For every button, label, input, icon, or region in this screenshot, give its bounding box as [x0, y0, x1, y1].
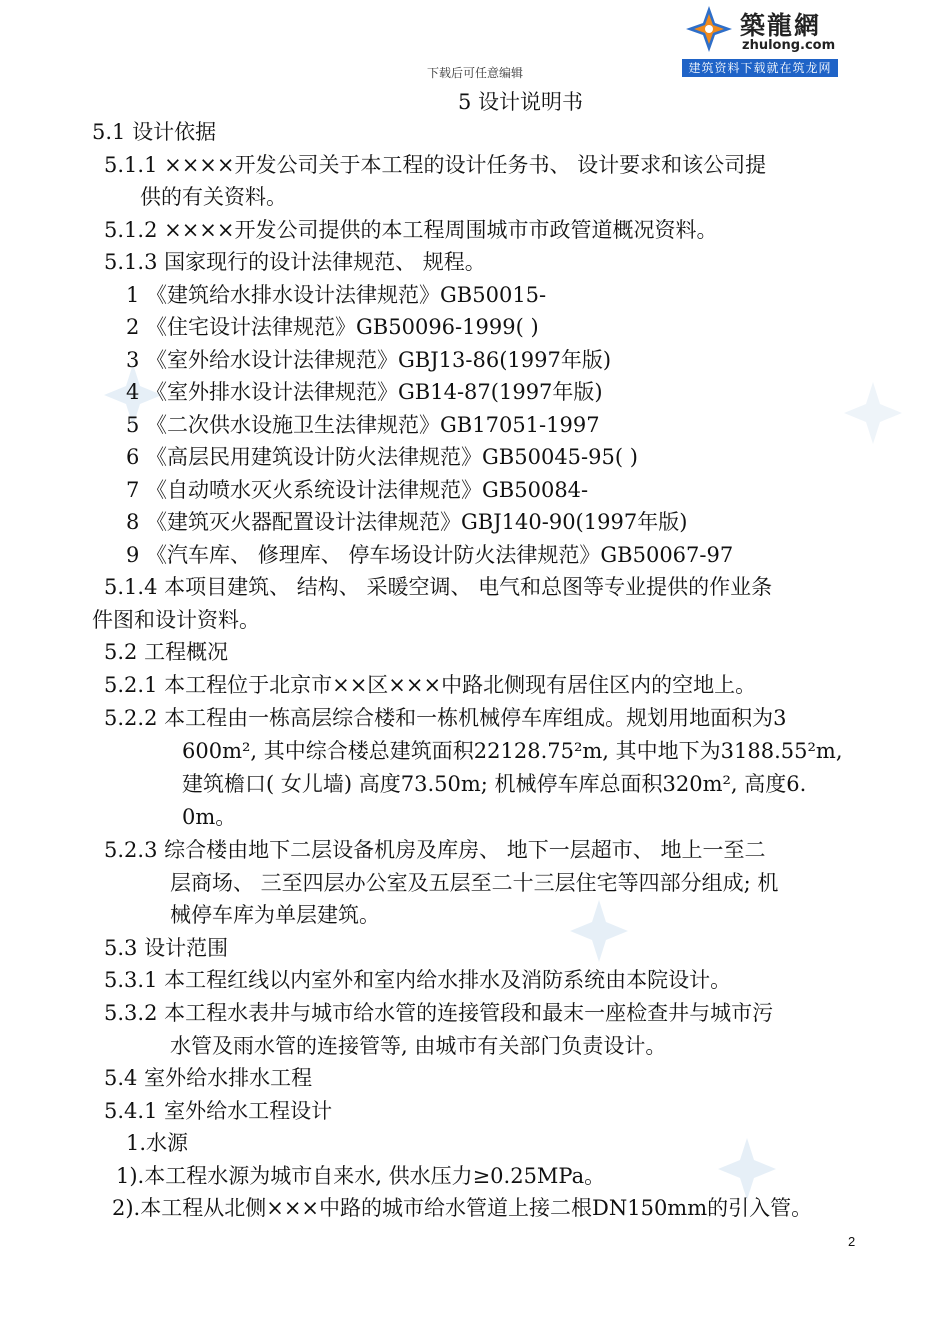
body-line: 建筑檐口( 女儿墙) 高度73.50m; 机械停车库总面积320m², 高度6.	[182, 772, 807, 796]
logo-domain: zhulong.com	[742, 38, 836, 53]
body-line: 水管及雨水管的连接管等, 由城市有关部门负责设计。	[170, 1034, 667, 1058]
list-item: 5 《二次供水设施卫生法律规范》GB17051-1997	[126, 413, 600, 437]
body-line: 5.1.2 ××××开发公司提供的本工程周围城市市政管道概况资料。	[104, 218, 718, 242]
section-heading: 5.3 设计范围	[104, 936, 229, 960]
list-item: 3 《室外给水设计法律规范》GBJ13-86(1997年版)	[126, 348, 612, 372]
body-line: 5.3.1 本工程红线以内室外和室内给水排水及消防系统由本院设计。	[104, 968, 732, 992]
body-line: 供的有关资料。	[140, 185, 287, 209]
section-heading: 5.2 工程概况	[104, 640, 229, 664]
page-title: 5 设计说明书	[458, 90, 584, 114]
section-heading: 5.4 室外给水排水工程	[104, 1066, 313, 1090]
body-line: 600m², 其中综合楼总建筑面积22128.75²m, 其中地下为3188.55²m,	[182, 739, 843, 763]
logo-banner: 建筑资料下载就在筑龙网	[682, 59, 838, 77]
list-item: 6 《高层民用建筑设计防火法律规范》GB50045-95( )	[126, 445, 638, 469]
body-line: 2).本工程从北侧×××中路的城市给水管道上接二根DN150mm的引入管。	[112, 1196, 813, 1220]
list-item: 9 《汽车库、 修理库、 停车场设计防火法律规范》GB50067-97	[126, 543, 734, 567]
section-heading: 5.1 设计依据	[92, 120, 217, 144]
logo-name: 築龍網	[740, 11, 822, 40]
header-note: 下载后可任意编辑	[426, 66, 523, 80]
body-line: 5.2.3 综合楼由地下二层设备机房及库房、 地下一层超市、 地上一至二	[104, 838, 766, 862]
body-line: 层商场、 三至四层办公室及五层至二十三层住宅等四部分组成; 机	[170, 871, 779, 895]
page-number: 2	[848, 1234, 856, 1249]
list-item: 4 《室外排水设计法律规范》GB14-87(1997年版)	[126, 380, 603, 404]
body-line: 5.1.4 本项目建筑、 结构、 采暖空调、 电气和总图等专业提供的作业条	[104, 575, 773, 599]
list-item: 7 《自动喷水灭火系统设计法律规范》GB50084-	[126, 478, 589, 502]
body-line: 5.4.1 室外给水工程设计	[104, 1099, 333, 1123]
body-line: 1).本工程水源为城市自来水, 供水压力≥0.25MPa。	[116, 1164, 606, 1188]
body-line: 械停车库为单层建筑。	[170, 903, 380, 927]
watermark-icon	[840, 380, 906, 446]
list-item: 8 《建筑灭火器配置设计法律规范》GBJ140-90(1997年版)	[126, 510, 688, 534]
body-line: 5.2.2 本工程由一栋高层综合楼和一栋机械停车库组成。规划用地面积为3	[104, 706, 787, 730]
body-line: 1.水源	[126, 1131, 189, 1155]
body-line: 5.2.1 本工程位于北京市××区×××中路北侧现有居住区内的空地上。	[104, 673, 757, 697]
list-item: 1 《建筑给水排水设计法律规范》GB50015-	[126, 283, 547, 307]
body-line: 5.1.1 ××××开发公司关于本工程的设计任务书、 设计要求和该公司提	[104, 153, 767, 177]
body-line: 0m。	[182, 805, 237, 829]
body-line: 5.3.2 本工程水表井与城市给水管的连接管段和最末一座检查井与城市污	[104, 1001, 774, 1025]
body-line: 5.1.3 国家现行的设计法律规范、 规程。	[104, 250, 486, 274]
list-item: 2 《住宅设计法律规范》GB50096-1999( )	[126, 315, 539, 339]
body-line: 件图和设计资料。	[92, 608, 260, 632]
snowflake-logo-icon	[684, 4, 734, 54]
watermark-icon	[566, 898, 632, 964]
